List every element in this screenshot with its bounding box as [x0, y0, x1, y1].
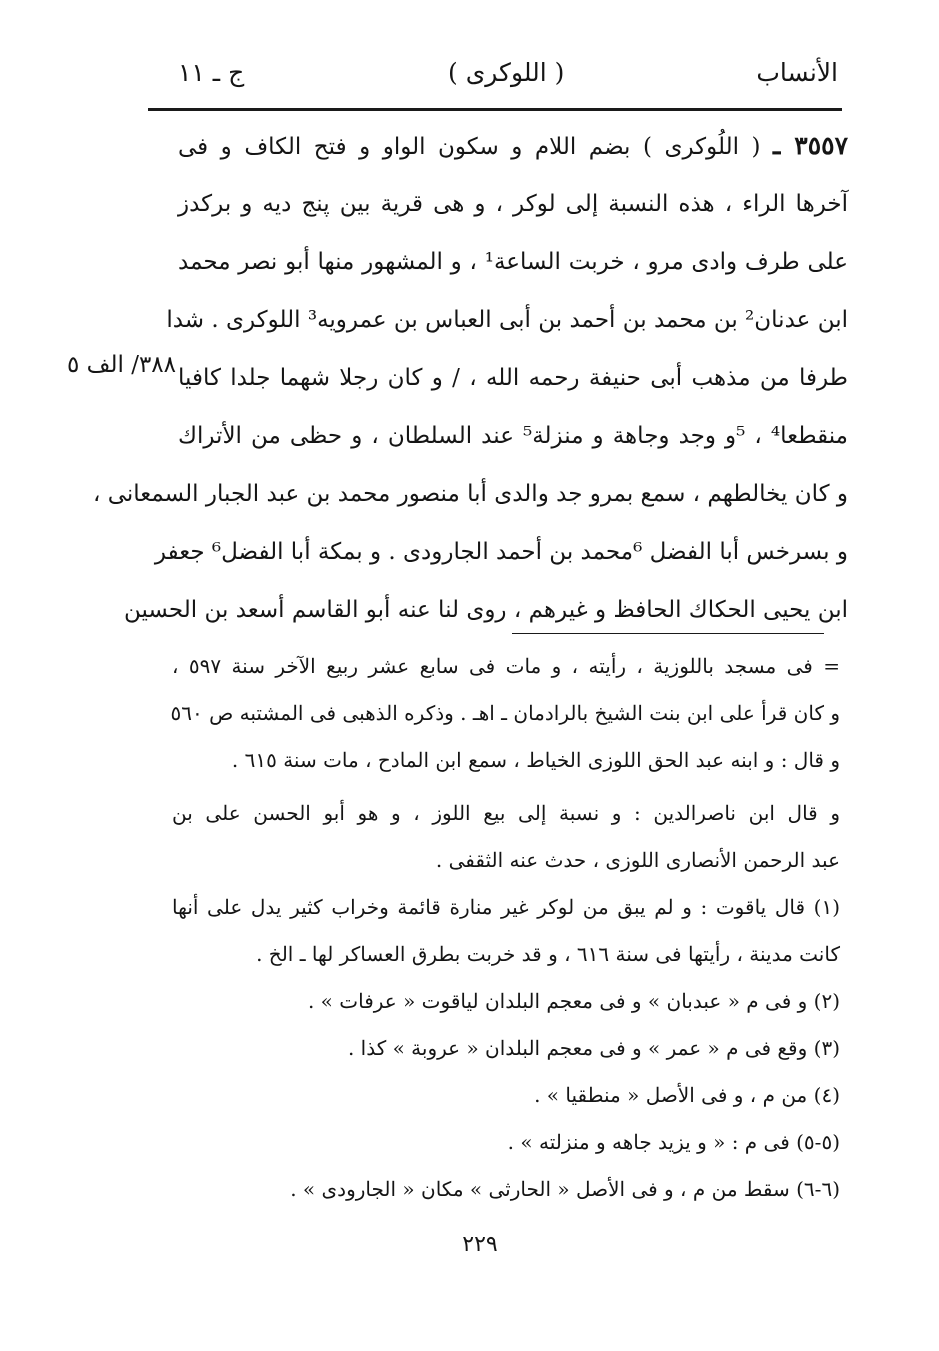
body-line-2: آخرها الراء ، هذه النسبة إلى لوكر ، و هى قرية بين پنج ديه و برکدز [178, 191, 848, 217]
header-rule [148, 108, 842, 111]
footnote-line-3: و قال : و ابنه عبد الحق اللوزى الخياط ، سمع ابن المادح ، مات سنة ٦١٥ . [231, 748, 840, 772]
entry-number: ٣٥٥٧ ـ [773, 131, 849, 160]
page-number: ٢٢٩ [462, 1232, 498, 1257]
body-line-3: على طرف وادى مرو ، خربت الساعة¹ ، و المشهور منها أبو نصر محمد [178, 249, 848, 275]
footnote-line-1: = فى مسجد باللوزية ، رأيته ، و مات فى سابع عشر ربيع الآخر سنة ٥٩٧ ، [172, 654, 841, 678]
footnote-line-5: عبد الرحمن الأنصارى اللوزى ، حدث عنه الثقفى . [435, 848, 840, 872]
body-line-1 [178, 124, 848, 182]
footnote-4: (٤) من م ، و فى الأصل « منطقيا » . [534, 1083, 840, 1107]
body-line-5: طرفا من مذهب أبى حنيفة رحمه الله ، / و كان رجلا شهما جلدا كافيا [178, 365, 848, 391]
footnote-1-cont: كانت مدينة ، رأيتها فى سنة ٦١٦ ، و قد خربت بطرق العساكر لها ـ الخ . [256, 942, 840, 966]
body-line-1-text: ( اللُوكرى ) بضم اللام و سكون الواو و فتح الكاف و فى [178, 134, 761, 160]
footnote-3: (٣) وقع فى م « عمر » و فى معجم البلدان « عروبة » كذا . [347, 1036, 840, 1060]
entry-title-header: ( اللوكرى ) [448, 58, 565, 87]
footnote-line-4: و قال ابن ناصرالدين : و نسبة إلى بيع اللوز ، و هو أبو الحسن على بن [172, 801, 840, 825]
footnote-6: (٦-٦) سقط من م ، و فى الأصل « الحارثى » مكان « الجارودى » . [290, 1177, 840, 1201]
running-title: الأنساب [756, 58, 838, 87]
page-header [148, 58, 838, 98]
body-line-8: و بسرخس أبا الفضل ⁶محمد بن أحمد الجارودى . و بمكة أبا الفضل⁶ جعفر [154, 539, 848, 565]
footnote-1: (١) قال ياقوت : و لم يبق من لوكر غير منارة قائمة وخراب كثير يدل على أنها [172, 895, 840, 919]
footnote-separator [512, 633, 824, 634]
body-line-7: و كان يخالطهم ، سمع بمرو جد والدى أبا منصور محمد بن عبد الجبار السمعانى ، [92, 481, 848, 507]
body-line-4: ابن عدنان² بن محمد بن أحمد بن أبى العباس بن عمرويه³ اللوكرى . شدا [166, 307, 848, 333]
body-line-6: منقطعا⁴ ، ⁵و وجد وجاهة و منزلة⁵ عند السلطان ، و حظى من الأتراك [178, 423, 849, 449]
footnote-5: (٥-٥) فى م : « و يزيد جاهه و منزلته » . [507, 1130, 840, 1154]
footnote-line-2: و كان قرأ على ابن بنت الشيخ بالرادمان ـ اهـ . وذكره الذهبى فى المشتبه ص ٥٦٠ [170, 701, 840, 725]
margin-folio-note: ٣٨٨/ الف ٥ [67, 352, 176, 378]
body-line-9: ابن يحيى الحكاك الحافظ و غيرهم ، روى لنا عنه أبو القاسم أسعد بن الحسين [123, 597, 848, 623]
volume-page-label: ج ـ ١١ [178, 58, 245, 87]
footnote-2: (٢) و فى م « عبدبان » و فى معجم البلدان لياقوت « عرفات » . [307, 989, 840, 1013]
footnotes [172, 648, 840, 1218]
